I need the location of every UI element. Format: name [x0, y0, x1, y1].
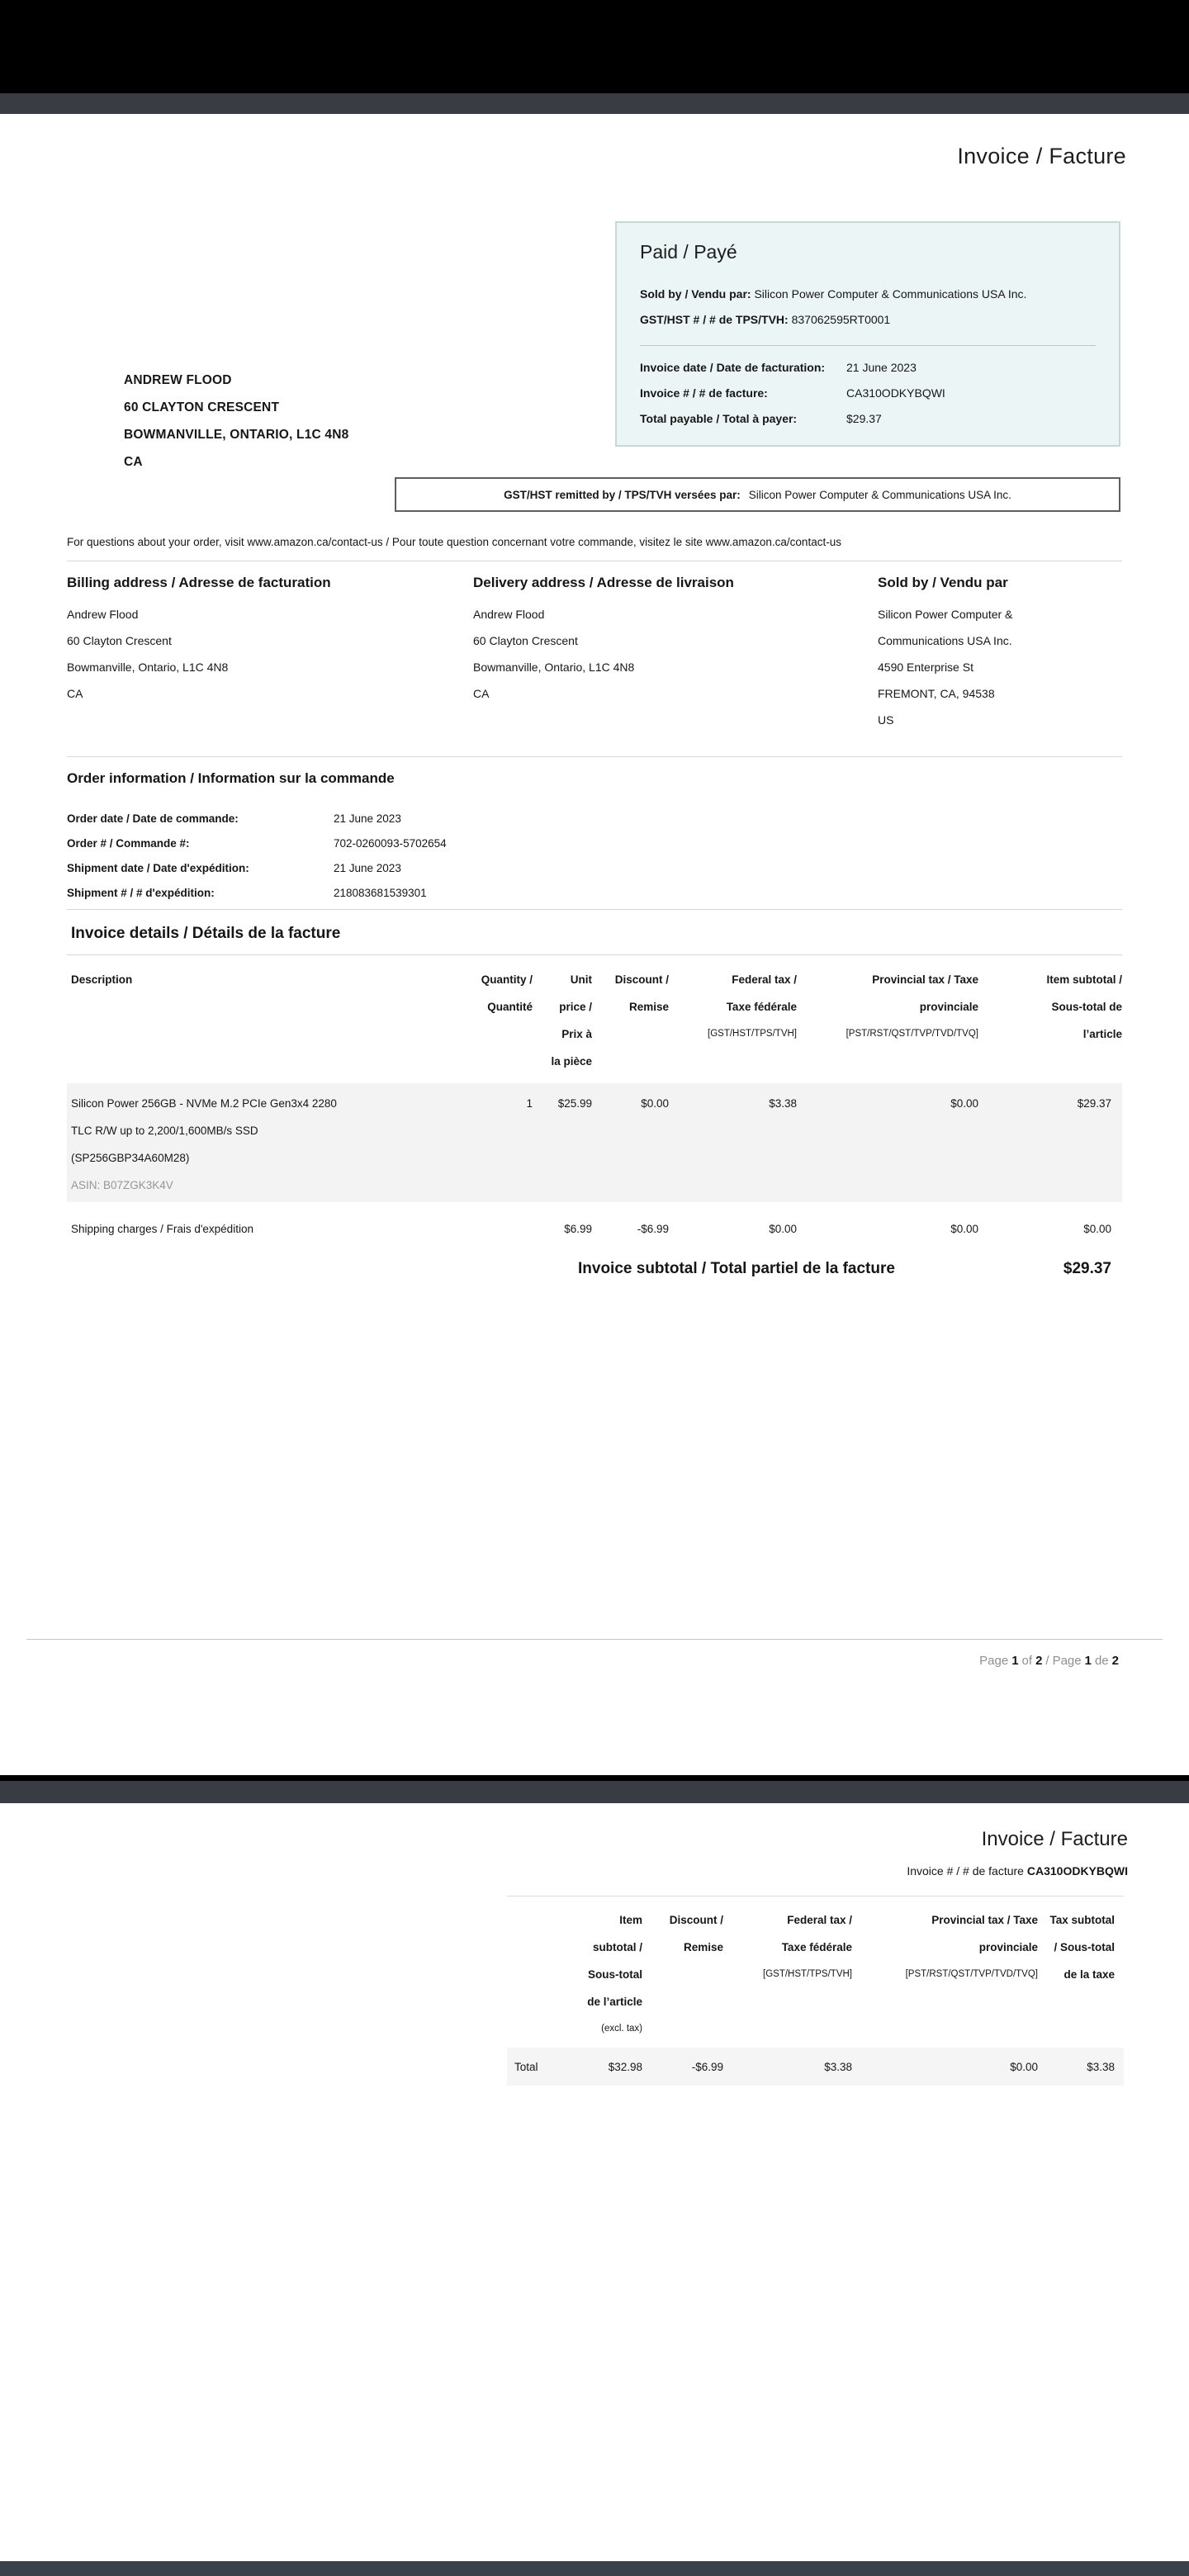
billing-address-line: Andrew Flood	[67, 608, 139, 621]
federal-tax-subnote: [GST/HST/TPS/TVH]	[708, 1029, 797, 1039]
shipment-number-label: Shipment # / # d'expédition:	[67, 887, 215, 899]
billing-address-heading: Billing address / Adresse de facturation	[67, 575, 331, 590]
column-header-unit-price: Unit price / Prix à la pièce	[551, 973, 592, 1068]
seller-address-column	[878, 575, 1122, 733]
page1-header-area	[0, 114, 1189, 535]
billing-address-line: Bowmanville, Ontario, L1C 4N8	[67, 661, 229, 674]
column-header-provincial-tax: Provincial tax / Taxe provinciale [PST/RST/QST/TVP/TVD/TVQ]	[797, 966, 978, 1075]
seller-address-line: FREMONT, CA, 94538	[878, 687, 995, 700]
total-item-subtotal: $32.98	[608, 2060, 642, 2073]
summary-column-tax-subtotal: Tax subtotal / Sous-total de la taxe	[1049, 1914, 1115, 1981]
page2-title: Invoice / Facture	[981, 1828, 1128, 1850]
gst-number-value: 837062595RT0001	[791, 313, 891, 326]
column-header-description: Description	[71, 973, 133, 986]
total-page-number: 2	[1035, 1654, 1043, 1668]
shipment-date-value: 21 June 2023	[334, 862, 401, 874]
gst-number-label: GST/HST # / # de TPS/TVH:	[640, 313, 789, 326]
section-divider	[67, 756, 1122, 757]
current-page-number-fr: 1	[1084, 1654, 1092, 1668]
invoice-date-label: Invoice date / Date de facturation:	[640, 361, 826, 374]
de-word: de	[1094, 1654, 1109, 1668]
column-header-item-subtotal: Item subtotal / Sous-total de l’article	[1046, 973, 1122, 1040]
shipping-quantity	[421, 1215, 533, 1243]
total-federal-tax: $3.38	[824, 2060, 852, 2073]
current-page-number: 1	[1011, 1654, 1019, 1668]
top-gray-band	[0, 93, 1189, 114]
delivery-address-line: CA	[473, 687, 490, 700]
seller-address-line: Silicon Power Computer &	[878, 608, 1013, 621]
order-date-value: 21 June 2023	[334, 812, 401, 825]
seller-address-line: Communications USA Inc.	[878, 634, 1012, 647]
provincial-tax-subnote: [PST/RST/QST/TVP/TVD/TVQ]	[846, 1029, 978, 1039]
invoice-subtotal-value: $29.37	[1063, 1260, 1111, 1277]
invoice-details-heading: Invoice details / Détails de la facture	[71, 925, 341, 942]
excl-tax-subnote: (excl. tax)	[601, 2024, 642, 2034]
summary-column-discount: Discount / Remise	[669, 1914, 723, 1953]
total-tax-subtotal: $3.38	[1087, 2060, 1115, 2073]
gst-remitted-value: Silicon Power Computer & Communications USA Inc.	[748, 488, 1011, 501]
summary-column-federal-tax: Federal tax / Taxe fédérale [GST/HST/TPS/TVH]	[723, 1906, 852, 2043]
page-separator-band	[0, 1781, 1189, 1803]
gst-number-line	[640, 307, 1059, 333]
seller-address-line: 4590 Enterprise St	[878, 661, 973, 674]
item-provincial-tax: $0.00	[950, 1097, 978, 1110]
paid-box-summary	[640, 355, 1096, 432]
invoice-subtotal-label: Invoice subtotal / Total partiel de la facture	[578, 1260, 895, 1277]
page-title: Invoice / Facture	[957, 144, 1126, 168]
footer-slash: /	[1045, 1654, 1049, 1668]
recipient-line: ANDREW FLOOD	[124, 373, 232, 387]
page2-invoice-number-line	[907, 1864, 1128, 1878]
seller-address-line: US	[878, 713, 894, 727]
shipping-provincial-tax: $0.00	[950, 1223, 978, 1235]
total-payable-value: $29.37	[846, 412, 882, 425]
summary-column-item-subtotal: Item subtotal / Sous-total de l’article (excl. tax)	[507, 1906, 642, 2043]
top-black-bar	[0, 0, 1189, 93]
shipping-subtotal: $0.00	[1083, 1223, 1111, 1235]
recipient-line: 60 CLAYTON CRESCENT	[124, 400, 280, 414]
invoice-page-1	[0, 114, 1189, 1775]
invoice-details-header-row	[67, 955, 1122, 1083]
recipient-line: CA	[124, 455, 143, 469]
shipping-discount: -$6.99	[637, 1223, 669, 1235]
shipping-charges-row	[67, 1209, 1122, 1246]
invoice-subtotal-row	[67, 1254, 1122, 1284]
order-info-heading: Order information / Information sur la commande	[67, 770, 395, 786]
order-info-grid	[67, 807, 1122, 906]
gst-remitted-box	[395, 477, 1120, 512]
page2-invoice-number-value: CA310ODKYBQWI	[1026, 1864, 1128, 1878]
invoice-page-2	[0, 1803, 1189, 2561]
address-columns	[67, 575, 1122, 733]
total-label: Total	[514, 2060, 538, 2073]
sold-by-line	[640, 282, 1059, 307]
gst-remitted-label: GST/HST remitted by / TPS/TVH versées par:	[504, 488, 741, 501]
sold-by-value: Silicon Power Computer & Communications USA Inc.	[754, 287, 1027, 301]
paid-heading: Paid / Payé	[640, 241, 737, 263]
total-provincial-tax: $0.00	[1010, 2060, 1038, 2073]
recipient-address	[124, 367, 348, 476]
total-payable-label: Total payable / Total à payer:	[640, 412, 798, 425]
order-date-label: Order date / Date de commande:	[67, 812, 239, 825]
item-discount: $0.00	[641, 1097, 669, 1110]
recipient-line: BOWMANVILLE, ONTARIO, L1C 4N8	[124, 428, 349, 442]
item-unit-price: $25.99	[557, 1097, 592, 1110]
page-number-footer	[978, 1654, 1120, 1668]
item-asin: ASIN: B07ZGK3K4V	[71, 1179, 173, 1191]
total-page-number-fr: 2	[1111, 1654, 1119, 1668]
shipping-description: Shipping charges / Frais d'expédition	[71, 1223, 253, 1235]
billing-address-line: 60 Clayton Crescent	[67, 634, 172, 647]
item-quantity: 1	[526, 1097, 533, 1110]
delivery-address-line: Andrew Flood	[473, 608, 545, 621]
footer-rule	[26, 1639, 1163, 1640]
shipping-federal-tax: $0.00	[769, 1223, 797, 1235]
order-number-label: Order # / Commande #:	[67, 837, 190, 850]
page-word-fr: Page	[1052, 1654, 1082, 1668]
of-word: of	[1021, 1654, 1033, 1668]
page-word: Page	[979, 1654, 1009, 1668]
column-header-discount: Discount / Remise	[614, 973, 669, 1013]
contact-help-line: For questions about your order, visit www.amazon.ca/contact-us / Pour toute question concernant votre commande, visitez le site www.amazon.ca/contact-us	[67, 536, 841, 548]
delivery-address-line: 60 Clayton Crescent	[473, 634, 578, 647]
paid-status-box	[615, 221, 1120, 447]
column-header-quantity: Quantity / Quantité	[481, 973, 533, 1013]
item-description: Silicon Power 256GB - NVMe M.2 PCIe Gen3x4 2280 TLC R/W up to 2,200/1,600MB/s SSD (SP256GBP34A60M28) ASIN: B07ZGK3K4V	[67, 1090, 421, 1199]
invoice-date-value: 21 June 2023	[846, 361, 917, 374]
page2-invoice-number-label: Invoice # / # de facture	[907, 1864, 1024, 1878]
seller-heading: Sold by / Vendu par	[878, 575, 1008, 590]
delivery-address-line: Bowmanville, Ontario, L1C 4N8	[473, 661, 635, 674]
federal-tax-subnote: [GST/HST/TPS/TVH]	[763, 1969, 852, 1979]
total-discount: -$6.99	[691, 2060, 723, 2073]
invoice-number-value: CA310ODKYBQWI	[846, 386, 945, 400]
bottom-band	[0, 2561, 1189, 2576]
shipment-date-label: Shipment date / Date d'expédition:	[67, 862, 249, 874]
billing-address-column	[67, 575, 473, 733]
section-divider	[67, 909, 1122, 910]
line-item-row	[67, 1083, 1122, 1202]
billing-address-line: CA	[67, 687, 83, 700]
summary-column-provincial-tax: Provincial tax / Taxe provinciale [PST/RST/QST/TVP/TVD/TVQ]	[852, 1906, 1038, 2043]
invoice-number-label: Invoice # / # de facture:	[640, 386, 768, 400]
delivery-address-heading: Delivery address / Adresse de livraison	[473, 575, 734, 590]
shipment-number-value: 218083681539301	[334, 887, 427, 899]
shipping-unit-price: $6.99	[564, 1223, 592, 1235]
summary-total-row	[507, 2048, 1124, 2086]
sold-by-label: Sold by / Vendu par:	[640, 287, 751, 301]
column-header-federal-tax: Federal tax / Taxe fédérale [GST/HST/TPS/TVH]	[669, 966, 797, 1075]
page-separator-line	[0, 1775, 1189, 1781]
item-federal-tax: $3.38	[769, 1097, 797, 1110]
item-subtotal: $29.37	[1077, 1097, 1111, 1110]
summary-header-row	[507, 1896, 1124, 2043]
provincial-tax-subnote: [PST/RST/QST/TVP/TVD/TVQ]	[905, 1969, 1038, 1979]
order-number-value: 702-0260093-5702654	[334, 837, 447, 850]
paid-box-divider	[640, 345, 1096, 346]
tax-summary-table	[507, 1896, 1124, 2086]
delivery-address-column	[473, 575, 878, 733]
